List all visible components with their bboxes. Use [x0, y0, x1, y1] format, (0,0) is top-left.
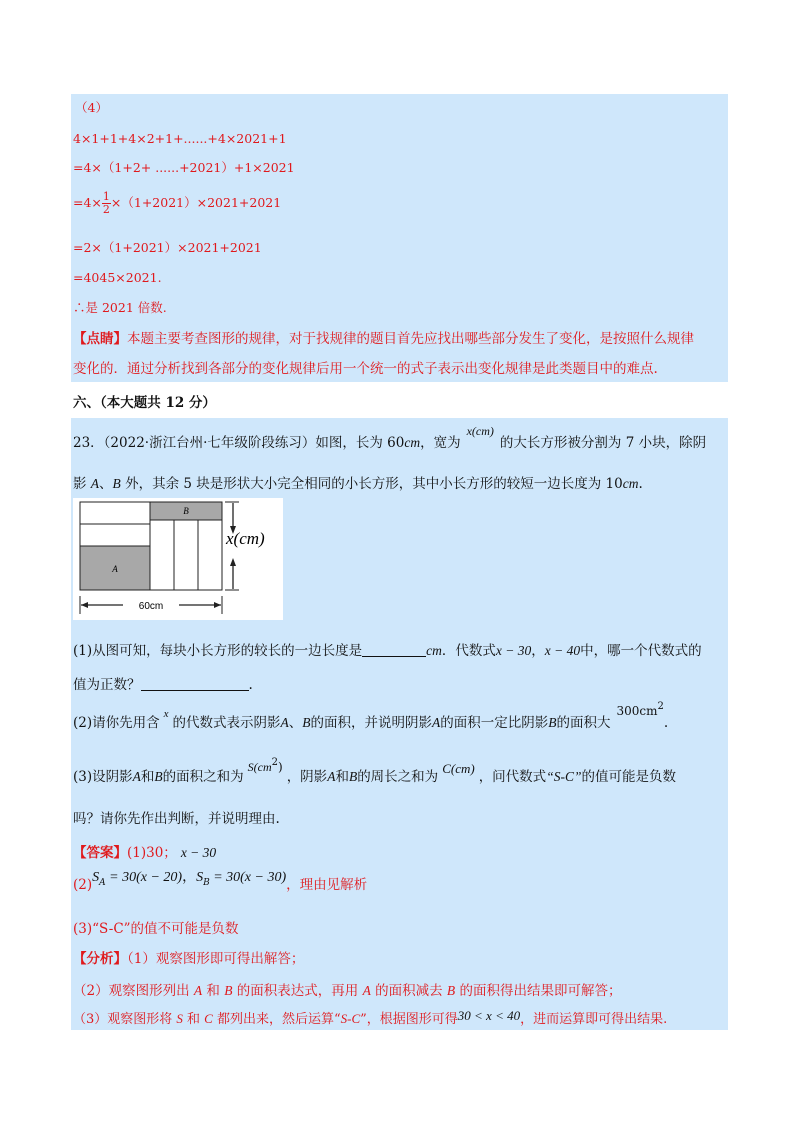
sub2-var-x: x — [163, 708, 169, 720]
answer-tag: 【答案】 — [73, 845, 127, 861]
sub2-text-c: 、 — [288, 715, 303, 731]
analysis-line3 — [73, 1010, 667, 1029]
sub2-text-d: 的面积，并说明阴影 — [310, 715, 433, 731]
frac-num: 1 — [102, 190, 110, 203]
q-width-x: x(cm) — [466, 424, 494, 438]
an2-B: B — [224, 983, 233, 998]
an3-q: S-C — [340, 1011, 361, 1026]
answer-blank-2[interactable] — [141, 676, 249, 691]
an2-a: （2）观察图形列出 — [73, 983, 194, 999]
sub2-var-A: A — [280, 715, 289, 730]
height-label: x(cm) — [226, 529, 265, 548]
sub1-line2-text: 值为正数？ — [73, 677, 141, 693]
comment-line1 — [73, 330, 694, 348]
comment-line2: 变化的．通过分析找到各部分的变化规律后用一个统一的式子表示出变化规律是此类题目中的难点. — [73, 361, 658, 377]
sb-subscript: B — [203, 877, 210, 888]
analysis-tag: 【分析】 — [73, 951, 127, 967]
q-var-A: A — [90, 476, 100, 491]
sub3-line2: 吗？请你先作出判断，并说明理由. — [73, 811, 280, 827]
answer-1-expr: x − 30 — [180, 845, 217, 860]
sub3-text-b: 和 — [140, 769, 155, 785]
small-rect-left-top — [80, 502, 150, 524]
an2-c: 的面积表达式，再用 — [232, 983, 363, 999]
answer-1: (1)30； — [127, 845, 177, 861]
sub1-unit: cm — [426, 643, 442, 658]
question-line2 — [73, 475, 643, 493]
sub1-text-d: 中，哪一个代数式的 — [580, 643, 702, 659]
label-B: B — [183, 506, 189, 516]
answer-line3: (3)“S-C”的值不可能是负数 — [73, 921, 239, 937]
sub3-var-B: B — [154, 769, 163, 784]
an3-d: ”，根据图形可得 — [360, 1012, 458, 1027]
sub3-S-close: ) — [278, 760, 283, 774]
q-text-2b: 、 — [99, 476, 113, 492]
q-text-1c: 的大长方形被分割为 7 小块，除阴 — [499, 435, 707, 451]
an2-d: 的面积减去 — [370, 983, 447, 999]
sub2-text-a: (2)请你先用含 — [73, 715, 160, 731]
q-var-B: B — [112, 476, 121, 491]
analysis-l1: （1）观察图形即可得出解答； — [127, 951, 305, 967]
q-text-1b: ，宽为 — [420, 435, 461, 451]
sub3-text-e: 和 — [335, 769, 349, 785]
part4-line1: 4×1+1+4×2+1+......+4×2021+1 — [73, 131, 287, 146]
sub1-expr2: x − 40 — [544, 643, 581, 658]
an3-C: C — [204, 1011, 213, 1026]
an3-a: （3）观察图形将 — [73, 1012, 177, 1027]
sub1-line1 — [73, 642, 702, 660]
answer-line1 — [73, 844, 216, 862]
sb-symbol: S — [196, 870, 204, 885]
question-line1 — [73, 424, 707, 452]
comment-text1: 本题主要考查图形的规律，对于找规律的题目首先应找出哪些部分发生了变化，是按照什么规律 — [127, 331, 694, 347]
fraction-half — [102, 191, 111, 216]
sub3-S — [247, 757, 283, 774]
answer-line2 — [73, 868, 367, 908]
part4-line2: =4×（1+2+ ......+2021）+1×2021 — [73, 160, 295, 175]
an2-A2: A — [362, 983, 371, 998]
q-text-2a: 影 — [73, 476, 91, 492]
an3-b: 和 — [182, 1012, 205, 1027]
part4-line3-post: ×（1+2021）×2021+2021 — [110, 195, 282, 210]
sub1-expr1: x − 30 — [495, 643, 532, 658]
sa-symbol: S — [92, 870, 100, 885]
label-A: A — [112, 564, 118, 574]
small-rect-vertical-2 — [174, 520, 198, 590]
small-rect-left-bottom — [80, 524, 150, 546]
small-rect-vertical-3 — [198, 520, 222, 590]
an3-inequality: 30 < x < 40 — [457, 1008, 521, 1023]
sub3-line1 — [73, 757, 676, 788]
comment-tag: 【点睛】 — [73, 331, 127, 347]
sub3-text-h: 的值可能是负数 — [581, 769, 676, 785]
sub1-text-c: ， — [531, 643, 545, 659]
q-unit-cm-2: cm — [622, 476, 639, 491]
frac-den: 2 — [102, 203, 110, 216]
q-text-2d: . — [638, 476, 643, 492]
part4-line5: =4045×2021. — [73, 270, 162, 285]
sub2-text-e: 的面积一定比阴影 — [440, 715, 549, 731]
an3-c: 都列出来，然后运算“ — [212, 1012, 341, 1027]
sub3-S-exp: 2 — [271, 757, 278, 768]
sub2-text-f: 的面积大 — [556, 715, 611, 731]
sub3-question-expr: “S-C” — [546, 769, 582, 784]
sub2-var-A2: A — [432, 715, 441, 730]
width-label: 60cm — [138, 601, 164, 612]
sb-value: = 30(x − 30) — [209, 870, 287, 885]
analysis-line2 — [73, 982, 621, 1000]
answer-2-formulas — [92, 869, 287, 888]
part4-line6: ∴是 2021 倍数. — [73, 300, 167, 315]
answer-2-label: (2) — [73, 877, 93, 893]
sub2-value-exp: 2 — [657, 701, 664, 712]
part4-label: （4） — [75, 100, 108, 115]
an3-e: ，进而运算即可得出结果. — [520, 1012, 668, 1027]
rectangle-figure — [73, 498, 283, 620]
sa-value: = 30(x − 20) — [105, 870, 183, 885]
sub2-end: . — [663, 715, 669, 731]
sub2-value — [616, 701, 664, 718]
analysis-line1 — [73, 950, 304, 968]
section-heading: 六、（本大题共 12 分） — [73, 395, 216, 411]
sub2-text-b: 的代数式表示阴影 — [172, 715, 281, 731]
an2-B2: B — [446, 983, 456, 998]
sub2-value-num: 300cm — [616, 704, 658, 718]
sub1-line2-end: . — [248, 677, 253, 693]
sub3-var-A2: A — [327, 769, 336, 784]
sub3-S-text: S(cm — [247, 760, 272, 774]
sub3-text-d: ，阴影 — [286, 769, 328, 785]
sub1-text-a: (1)从图可知，每块小长方形的较长的一边长度是 — [73, 643, 363, 659]
an2-e: 的面积得出结果即可解答； — [455, 983, 622, 999]
sub1-text-b: ．代数式 — [441, 643, 496, 659]
an2-b: 和 — [202, 983, 225, 999]
sub3-text-g: ，问代数式 — [478, 769, 547, 785]
an3-S: S — [176, 1011, 183, 1026]
sa-subscript: A — [99, 877, 106, 888]
q-text-2c: 外，其余 5 块是形状大小完全相同的小长方形，其中小长方形的较短一边长度为 10 — [120, 476, 623, 492]
small-rect-vertical-1 — [150, 520, 174, 590]
answer-blank-1[interactable] — [362, 642, 426, 657]
sub3-text-a: (3)设阴影 — [73, 769, 133, 785]
q-unit-cm-1: cm — [404, 435, 421, 450]
part4-line3-pre: =4× — [73, 195, 102, 210]
sub3-text-f: 的周长之和为 — [357, 769, 439, 785]
sub2-line — [73, 701, 669, 734]
sub2-var-B2: B — [548, 715, 557, 730]
q-text-1a: 23．（2022·浙江台州·七年级阶段练习）如图，长为 60 — [73, 435, 405, 451]
sub1-line2 — [73, 676, 253, 694]
part4-line3 — [73, 188, 281, 218]
sub3-var-B2: B — [348, 769, 358, 784]
sub3-var-A: A — [132, 769, 141, 784]
part4-line4: =2×（1+2021）×2021+2021 — [73, 240, 262, 255]
answer-2-tail: ，理由见解析 — [286, 877, 368, 893]
sub2-var-B: B — [302, 715, 311, 730]
formula-sep: ， — [182, 869, 197, 885]
sub3-text-c: 的面积之和为 — [162, 769, 244, 785]
an2-A: A — [193, 983, 203, 998]
sub3-C: C(cm) — [442, 761, 475, 776]
